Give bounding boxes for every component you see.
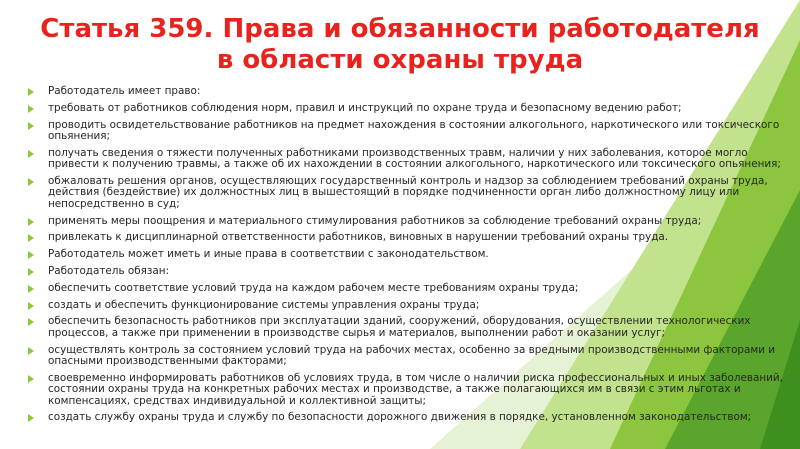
bullet-arrow-icon	[28, 285, 34, 293]
bullet-arrow-icon	[28, 375, 34, 383]
list-item-text: Работодатель имеет право:	[48, 85, 201, 97]
bullet-arrow-icon	[28, 414, 34, 422]
list-item-text: осуществлять контроль за состоянием условий труда на рабочих местах, особенно за вредными производственными факторами и опасными производственными факторами;	[48, 343, 776, 367]
list-item	[28, 86, 788, 97]
title-line-1: Статья 359. Права и обязанности работодателя	[40, 14, 760, 44]
bullet-arrow-icon	[28, 122, 34, 130]
bullet-arrow-icon	[28, 178, 34, 186]
list-item	[28, 232, 788, 243]
list-item-text: создать службу охраны труда и службу по безопасности дорожного движения в порядке, установленном законодательством;	[48, 411, 752, 424]
list-item-text: получать сведения о тяжести полученных работниками производственных травм, наличии у них заболевания, которое могло привести к получению травмы, а также об их нахождении в состоянии алкогольного, наркотического или токсического опьянения;	[48, 146, 781, 171]
list-item	[28, 103, 788, 114]
list-item-text: Работодатель обязан:	[48, 265, 170, 277]
list-item	[28, 345, 788, 368]
list-item	[28, 216, 788, 227]
list-item	[28, 412, 788, 423]
bullet-arrow-icon	[28, 105, 34, 113]
list-item-text: обеспечить соответствие условий труда на каждом рабочем месте требованиям охраны труда;	[48, 281, 579, 294]
list-item-text: обеспечить безопасность работников при эксплуатации зданий, сооружений, оборудования, осуществлении технологических процессов, а также при применении в производстве сырья и материалов, выполнении работ и оказании услуг;	[48, 315, 751, 339]
bullet-arrow-icon	[28, 150, 34, 158]
bullet-arrow-icon	[28, 302, 34, 310]
bullet-list	[28, 86, 788, 429]
page-title	[0, 14, 800, 76]
list-item-text: Работодатель может иметь и иные права в соответствии с законодательством.	[48, 248, 489, 261]
list-item-text: проводить освидетельствование работников на предмет нахождения в состоянии алкогольного, наркотического или токсического опьянения;	[48, 118, 780, 142]
list-item	[28, 120, 788, 143]
title-line-2: в области охраны труда	[216, 45, 584, 75]
list-item	[28, 316, 788, 339]
bullet-arrow-icon	[28, 234, 34, 242]
list-item	[28, 283, 788, 294]
list-item	[28, 373, 788, 407]
list-item	[28, 176, 788, 210]
list-item-text: своевременно информировать работников об условиях труда, в том числе о наличии риска профессиональных и иных заболеваний, состоянии охраны труда на конкретных рабочих местах и производстве, а также полагающихся им в связи с этим льготах и компенсациях, средствах индивидуальной и коллективной защиты;	[48, 371, 783, 407]
list-item	[28, 249, 788, 260]
bullet-arrow-icon	[28, 218, 34, 226]
list-item	[28, 300, 788, 311]
list-item-text: обжаловать решения органов, осуществляющих государственный контроль и надзор за соблюдением требований охраны труда, действия (бездействие) их должностных лиц в вышестоящий в порядке подчиненности орган либо должностному лицу или непосредственно в суд;	[48, 175, 768, 210]
bullet-arrow-icon	[28, 251, 34, 259]
bullet-arrow-icon	[28, 268, 34, 276]
list-item-text: привлекать к дисциплинарной ответственности работников, виновных в нарушении требований охраны труда.	[48, 231, 669, 244]
bullet-arrow-icon	[28, 88, 34, 96]
list-item-text: требовать от работников соблюдения норм, правил и инструкций по охране труда и безопасному ведению работ;	[48, 101, 682, 114]
list-item-text: применять меры поощрения и материального стимулирования работников за соблюдение требований охраны труда;	[48, 214, 702, 227]
list-item	[28, 266, 788, 277]
list-item-text: создать и обеспечить функционирование системы управления охраны труда;	[48, 298, 480, 311]
bullet-arrow-icon	[28, 318, 34, 326]
list-item	[28, 148, 788, 171]
bullet-arrow-icon	[28, 347, 34, 355]
